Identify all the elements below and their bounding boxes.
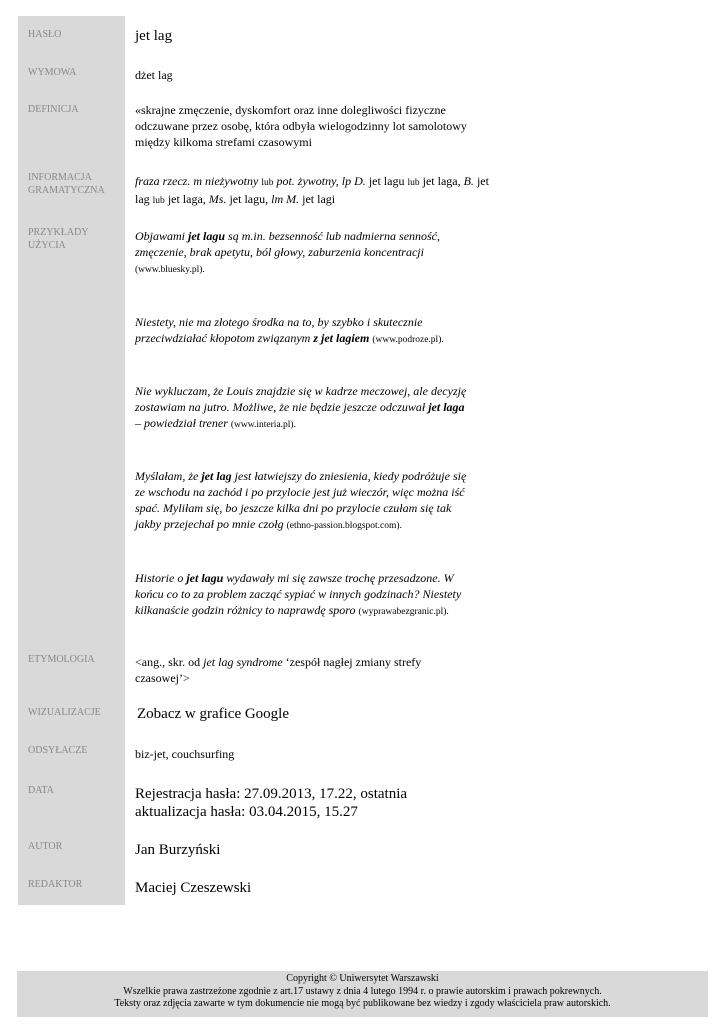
example-text: Niestety, nie ma złotego środka na to, by szybko i skutecznie przeciwdziałać kłopotom związanym	[135, 315, 423, 345]
example-text: Historie o	[135, 571, 187, 585]
label-przyklady	[28, 226, 120, 252]
example-end: .	[399, 521, 402, 531]
example-headword: jet lagu	[186, 571, 224, 585]
grammar-part: lub	[261, 178, 274, 188]
etymology-source-term: jet lag syndrome	[203, 655, 283, 669]
etymology-text: ‘zespół nagłej zmiany strefy czasowej’>	[135, 655, 422, 685]
grammar-part: lm M.	[271, 192, 300, 206]
example-item	[135, 228, 465, 278]
example-item	[135, 570, 470, 620]
footer-line1: Copyright © Uniwersytet Warszawski	[286, 973, 439, 984]
example-source: (www.bluesky.pl)	[135, 265, 203, 275]
footer-line3: Teksty oraz zdjęcia zawarte w tym dokumencie nie mogą być publikowane bez wiedzy i zgody właściciela praw autorskich.	[114, 998, 611, 1009]
example-item	[135, 314, 465, 348]
example-end: .	[441, 335, 444, 345]
example-text: Myślałam, że	[135, 469, 202, 483]
example-source: (ethno-passion.blogspot.com)	[286, 521, 400, 531]
etymology-text: <ang., skr. od	[135, 655, 204, 669]
google-images-link[interactable]: Zobacz w grafice Google	[137, 706, 290, 722]
copyright-footer	[17, 971, 708, 1017]
label-wizualizacje: WIZUALIZACJE	[28, 707, 101, 718]
example-headword: jet laga	[428, 400, 465, 414]
example-text: jest łatwiejszy do zniesienia, kiedy podróżuje się ze wschodu na zachód i po przylocie jest już wieczór, więc można iść spać. Myliłam się, bo jeszcze kilka dni po przylocie czułam się tak jakby przejechał po mnie czołg	[135, 469, 467, 531]
label-redaktor: REDAKTOR	[28, 879, 83, 890]
grammar-part: lub	[407, 178, 420, 188]
label-definicja: DEFINICJA	[28, 104, 79, 115]
grammar-part: jet laga,	[167, 192, 206, 206]
example-item	[135, 383, 470, 433]
label-odsylacze: ODSYŁACZE	[28, 745, 88, 756]
example-end: .	[293, 420, 296, 430]
example-source: (www.podroze.pl)	[372, 335, 442, 345]
label-informacja	[28, 171, 120, 197]
grammar-info	[135, 173, 495, 209]
example-text: – powiedział trener	[135, 416, 228, 430]
label-data: DATA	[28, 785, 54, 796]
label-haslo: HASŁO	[28, 29, 62, 40]
pronunciation: dżet lag	[135, 68, 173, 82]
example-headword: jet lag	[201, 469, 232, 483]
author: Jan Burzyński	[135, 842, 221, 858]
etymology	[135, 654, 435, 686]
label-informacja-line1: INFORMACJA	[28, 172, 92, 183]
grammar-part: jet lagu	[368, 174, 405, 188]
example-source: (wyprawabezgranic.pl)	[358, 607, 447, 617]
dates: Rejestracja hasła: 27.09.2013, 17.22, ostatnia aktualizacja hasła: 03.04.2015, 15.27	[135, 786, 408, 820]
label-przyklady-line2: UŻYCIA	[28, 240, 66, 251]
example-headword: z jet lagiem	[313, 331, 370, 345]
label-sidebar	[18, 16, 125, 905]
headword: jet lag	[135, 28, 173, 44]
label-wymowa: WYMOWA	[28, 67, 77, 78]
label-etymologia: ETYMOLOGIA	[28, 654, 95, 665]
grammar-part: lub	[152, 196, 165, 206]
example-headword: jet lagu	[188, 229, 226, 243]
grammar-part: B.	[463, 174, 474, 188]
grammar-part: pot. żywotny, lp D.	[276, 174, 366, 188]
label-informacja-line2: GRAMATYCZNA	[28, 185, 105, 196]
grammar-part: jet laga,	[422, 174, 461, 188]
grammar-part: jet lagi	[302, 192, 336, 206]
example-text: Nie wykluczam, że Louis znajdzie się w kadrze meczowej, ale decyzję zostawiam na jutro. Możliwe, że nie będzie jeszcze odczuwał	[135, 384, 467, 414]
example-end: .	[202, 265, 205, 275]
example-source: (www.interia.pl)	[230, 420, 294, 430]
footer-line2: Wszelkie prawa zastrzeżone zgodnie z art.17 ustawy z dnia 4 lutego 1994 r. o prawie autorskim i prawach pokrewnych.	[123, 985, 602, 997]
editor: Maciej Czeszewski	[135, 880, 252, 896]
grammar-part: fraza rzecz. m nieżywotny	[135, 174, 259, 188]
example-text: Objawami	[135, 229, 189, 243]
definition: «skrajne zmęczenie, dyskomfort oraz inne dolegliwości fizyczne odczuwane przez osobę, która odbyła wielogodzinny lot samolotowy między kilkoma strefami czasowymi	[135, 103, 467, 149]
grammar-part: Ms.	[208, 192, 227, 206]
grammar-part: jet lagu,	[229, 192, 269, 206]
label-autor: AUTOR	[28, 841, 63, 852]
example-end: .	[446, 607, 449, 617]
example-text: wydawały mi się zawsze trochę przesadzone. W końcu co to za problem zacząć sypiać w innych godzinach? Niestety kilkanaście godzin różnicy to naprawdę sporo	[135, 571, 462, 617]
example-text: są m.in. bezsenność lub nadmierna senność, zmęczenie, brak apetytu, ból głowy, zaburzenia koncentracji	[135, 229, 441, 259]
grammar-part: jet lag	[135, 174, 489, 206]
example-item	[135, 468, 470, 534]
cross-references: biz-jet, couchsurfing	[135, 747, 235, 761]
label-przyklady-line1: PRZYKŁADY	[28, 227, 89, 238]
